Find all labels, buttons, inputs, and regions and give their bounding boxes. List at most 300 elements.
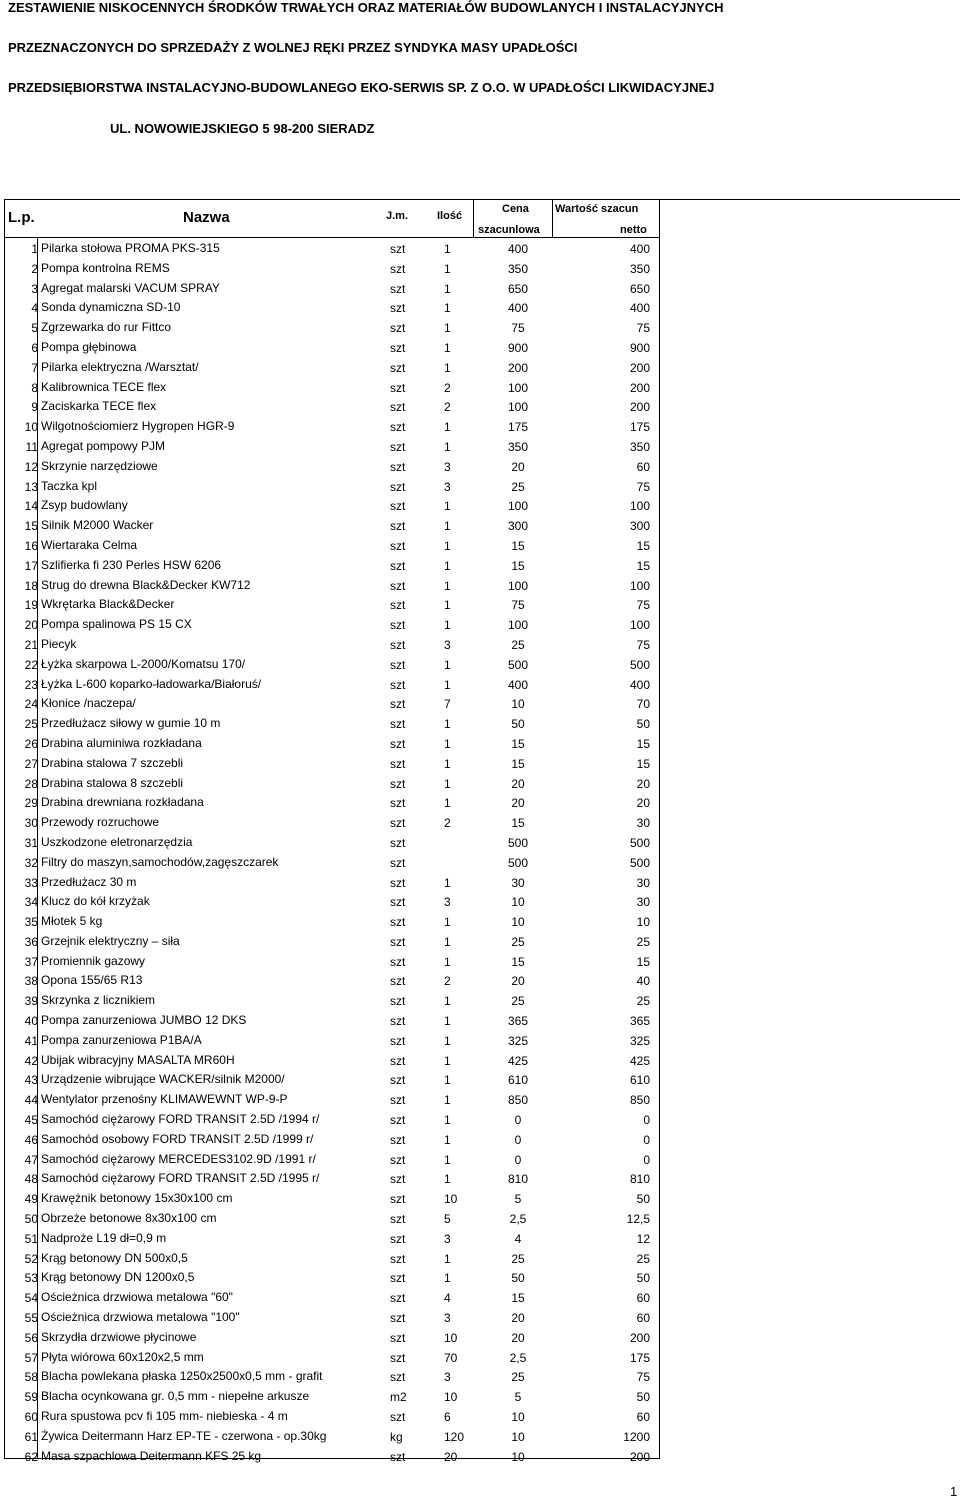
item-unit-price: 500: [507, 657, 529, 672]
item-quantity: 1: [444, 1251, 451, 1266]
item-total-value: 500: [629, 835, 650, 850]
row-number: 60: [24, 1410, 38, 1425]
item-quantity: 3: [444, 637, 451, 652]
item-unit: szt: [390, 519, 406, 534]
item-unit-price: 100: [507, 380, 529, 395]
item-quantity: 3: [444, 479, 451, 494]
item-name: Drabina stalowa 8 szczebli: [41, 775, 184, 790]
item-name: Płyta wiórowa 60x120x2,5 mm: [41, 1349, 204, 1364]
table-row: [4, 1287, 660, 1307]
item-unit: szt: [390, 242, 406, 256]
item-unit-price: 75: [511, 598, 525, 613]
row-number: 51: [24, 1231, 38, 1246]
item-unit: szt: [390, 717, 406, 732]
item-name: Szlifierka fi 230 Perles HSW 6206: [41, 557, 222, 572]
row-number: 62: [24, 1449, 38, 1464]
table-row: [4, 1168, 660, 1188]
row-number: 29: [24, 796, 38, 811]
item-name: Agregat pompowy PJM: [41, 438, 166, 453]
item-name: Drabina stalowa 7 szczebli: [41, 755, 184, 770]
item-name: Łyżka L-600 koparko-ładowarka/Białoruś/: [41, 676, 262, 691]
item-unit-price: 810: [507, 1172, 529, 1187]
item-quantity: 1: [444, 1172, 451, 1187]
row-number: 44: [24, 1093, 38, 1108]
row-number: 9: [31, 400, 38, 415]
table-row: [4, 476, 660, 496]
item-unit-price: 15: [511, 736, 525, 751]
item-unit: szt: [390, 934, 406, 949]
item-unit-price: 5: [514, 1192, 522, 1207]
item-unit: szt: [390, 360, 406, 375]
item-name: Pilarka stołowa PROMA PKS-315: [41, 241, 220, 255]
row-number: 10: [24, 420, 38, 435]
item-total-value: 100: [629, 578, 650, 593]
item-unit: szt: [390, 1410, 406, 1425]
item-unit: szt: [390, 558, 406, 573]
item-name: Uszkodzone eletronarzędzia: [41, 834, 193, 849]
item-name: Filtry do maszyn,samochodów,zagęszczarek: [41, 854, 279, 869]
item-name: Silnik M2000 Wacker: [41, 518, 154, 533]
item-total-value: 100: [629, 499, 650, 514]
table-row: [4, 515, 660, 535]
page-number: 1: [950, 1484, 958, 1499]
table-row: [4, 495, 660, 515]
item-total-value: 75: [636, 479, 650, 494]
row-number: 16: [24, 538, 38, 553]
item-unit-price: 50: [511, 1271, 525, 1286]
item-name: Drabina aluminiwa rozkładana: [41, 735, 202, 750]
item-total-value: 200: [629, 360, 650, 375]
row-number: 58: [24, 1370, 38, 1385]
item-unit: szt: [390, 420, 406, 435]
item-quantity: 4: [444, 1291, 451, 1306]
item-name: Opona 155/65 R13: [41, 973, 143, 988]
table-row: [4, 1030, 660, 1050]
row-number: 32: [24, 855, 38, 870]
item-unit-price: 10: [511, 1429, 525, 1444]
row-number: 50: [24, 1212, 38, 1227]
item-total-value: 400: [629, 677, 650, 692]
table-row: [4, 753, 660, 773]
item-name: Drabina drewniana rozkładana: [41, 795, 204, 810]
row-number: 35: [24, 915, 38, 930]
table-row: [4, 970, 660, 990]
table-row: [4, 634, 660, 654]
row-number: 23: [24, 677, 38, 692]
item-unit: szt: [390, 1271, 406, 1286]
item-total-value: 75: [636, 321, 650, 336]
table-row: [4, 1149, 660, 1169]
item-quantity: 1: [444, 538, 451, 553]
item-name: Masa szpachlowa Deitermann KFS 25 kg: [41, 1448, 262, 1463]
item-quantity: 1: [444, 261, 451, 276]
item-unit: szt: [390, 1449, 406, 1464]
item-total-value: 350: [629, 261, 650, 276]
item-unit: szt: [390, 895, 406, 910]
item-unit-price: 50: [511, 717, 525, 732]
row-number: 34: [24, 895, 38, 910]
item-quantity: 1: [444, 340, 451, 355]
item-unit: szt: [390, 598, 406, 613]
row-number: 45: [24, 1113, 38, 1128]
item-quantity: 1: [444, 360, 451, 375]
item-quantity: 2: [444, 380, 451, 395]
item-name: Skrzynie narzędziowe: [41, 458, 158, 473]
row-number: 33: [24, 875, 38, 890]
row-number: 15: [24, 519, 38, 534]
item-total-value: 75: [636, 637, 650, 652]
item-name: Blacha powlekana płaska 1250x2500x0,5 mm - grafit: [41, 1369, 323, 1384]
row-number: 27: [24, 756, 38, 771]
item-total-value: 50: [636, 717, 650, 732]
row-number: 38: [24, 974, 38, 989]
row-number: 11: [25, 439, 38, 454]
item-unit-price: 100: [507, 578, 529, 593]
item-name: Samochód ciężarowy FORD TRANSIT 2.5D /1994 r/: [41, 1112, 320, 1127]
row-number: 12: [24, 459, 38, 474]
item-quantity: 1: [444, 736, 451, 751]
row-number: 28: [24, 776, 38, 791]
item-unit: szt: [390, 1113, 406, 1128]
item-total-value: 15: [636, 954, 650, 969]
table-row: [4, 951, 660, 971]
table-row: [4, 1386, 660, 1406]
row-number: 43: [24, 1073, 38, 1088]
item-quantity: 3: [444, 459, 451, 474]
table-row: [4, 416, 660, 436]
item-unit-price: 10: [511, 1410, 525, 1425]
item-name: Agregat malarski VACUM SPRAY: [41, 280, 220, 295]
item-total-value: 850: [629, 1093, 650, 1108]
row-number: 6: [31, 340, 38, 355]
item-quantity: 1: [444, 1033, 451, 1048]
item-total-value: 350: [629, 439, 650, 454]
table-row: [4, 1406, 660, 1426]
item-total-value: 75: [636, 598, 650, 613]
item-unit: szt: [390, 1330, 406, 1345]
item-unit-price: 175: [507, 420, 529, 435]
item-total-value: 400: [629, 301, 650, 316]
document-address: UL. NOWOWIEJSKIEGO 5 98-200 SIERADZ: [110, 121, 375, 136]
item-total-value: 40: [636, 974, 650, 989]
item-unit-price: 325: [507, 1033, 529, 1048]
item-total-value: 400: [629, 242, 650, 256]
row-number: 25: [24, 717, 38, 732]
column-header-price-line2: szacunlowa: [478, 224, 540, 236]
item-quantity: 1: [444, 558, 451, 573]
item-quantity: 1: [444, 420, 451, 435]
item-quantity: 10: [444, 1192, 458, 1207]
row-number: 36: [24, 934, 38, 949]
table-row: [4, 812, 660, 832]
item-unit: szt: [390, 400, 406, 415]
table-row: [4, 1109, 660, 1129]
item-total-value: 70: [636, 697, 650, 712]
table-row: [4, 733, 660, 753]
item-unit-price: 20: [511, 796, 525, 811]
table-row: [4, 614, 660, 634]
item-quantity: 1: [444, 281, 451, 296]
item-quantity: 70: [444, 1350, 458, 1365]
row-number: 13: [24, 479, 38, 494]
row-number: 22: [24, 657, 38, 672]
row-number: 1: [31, 242, 38, 256]
item-name: Zaciskarka TECE flex: [41, 399, 157, 414]
item-name: Sonda dynamiczna SD-10: [41, 300, 181, 315]
column-divider-value: [552, 199, 553, 238]
table-row: [4, 337, 660, 357]
table-row: [4, 238, 660, 258]
row-number: 61: [24, 1429, 38, 1444]
item-unit-price: 200: [507, 360, 529, 375]
item-unit-price: 900: [507, 340, 529, 355]
item-unit: szt: [390, 796, 406, 811]
item-name: Łyżka skarpowa L-2000/Komatsu 170/: [41, 656, 246, 671]
item-unit: szt: [390, 499, 406, 514]
item-unit-price: 0: [514, 1132, 522, 1147]
row-number: 54: [24, 1291, 38, 1306]
item-total-value: 1200: [623, 1429, 650, 1444]
item-total-value: 15: [636, 736, 650, 751]
item-total-value: 50: [636, 1390, 650, 1405]
item-unit-price: 30: [511, 875, 525, 890]
item-unit: szt: [390, 1311, 406, 1326]
table-row: [4, 1366, 660, 1386]
item-unit-price: 100: [507, 499, 529, 514]
table-row: [4, 594, 660, 614]
item-total-value: 75: [636, 1370, 650, 1385]
item-unit-price: 365: [507, 1014, 529, 1029]
table-row: [4, 1069, 660, 1089]
item-total-value: 610: [629, 1073, 650, 1088]
table-row: [4, 792, 660, 812]
row-number: 4: [31, 301, 38, 316]
row-number: 5: [31, 321, 38, 336]
item-name: Blacha ocynkowana gr. 0,5 mm - niepełne arkusze: [41, 1389, 310, 1404]
item-name: Skrzynka z licznikiem: [41, 993, 156, 1008]
row-number: 8: [31, 380, 38, 395]
table-row: [4, 654, 660, 674]
item-quantity: 1: [444, 301, 451, 316]
item-total-value: 810: [629, 1172, 650, 1187]
row-number: 49: [24, 1192, 38, 1207]
item-unit: szt: [390, 1073, 406, 1088]
item-unit: szt: [390, 697, 406, 712]
item-unit-price: 100: [507, 618, 529, 633]
item-unit: szt: [390, 855, 406, 870]
item-unit: szt: [390, 776, 406, 791]
item-name: Zgrzewarka do rur Fittco: [41, 320, 172, 335]
row-number: 17: [24, 558, 38, 573]
table-body: [4, 238, 660, 1465]
item-quantity: 5: [444, 1212, 451, 1227]
row-number: 14: [24, 499, 38, 514]
table-row: [4, 891, 660, 911]
item-name: Nadproże L19 dł=0,9 m: [41, 1230, 167, 1245]
item-quantity: 1: [444, 1113, 451, 1128]
item-name: Samochód osobowy FORD TRANSIT 2.5D /1999 r/: [41, 1131, 314, 1146]
item-unit: szt: [390, 974, 406, 989]
item-unit-price: 25: [511, 479, 525, 494]
item-name: Ościeżnica drzwiowa metalowa "100": [41, 1310, 240, 1325]
item-unit: szt: [390, 618, 406, 633]
item-total-value: 500: [629, 657, 650, 672]
item-total-value: 300: [629, 519, 650, 534]
item-name: Samochód ciężarowy FORD TRANSIT 2.5D /1995 r/: [41, 1171, 320, 1186]
item-name: Pompa zanurzeniowa JUMBO 12 DKS: [41, 1013, 247, 1028]
item-name: Pompa głębinowa: [41, 339, 137, 354]
document-title-line-2: PRZEZNACZONYCH DO SPRZEDAŻY Z WOLNEJ RĘKI PRZEZ SYNDYKA MASY UPADŁOŚCI: [8, 40, 578, 55]
item-name: Wiertaraka Celma: [41, 537, 138, 552]
item-total-value: 200: [629, 1449, 650, 1464]
item-quantity: 1: [444, 519, 451, 534]
item-quantity: 1: [444, 915, 451, 930]
item-quantity: 1: [444, 1053, 451, 1068]
item-total-value: 30: [636, 895, 650, 910]
item-quantity: 1: [444, 439, 451, 454]
item-unit-price: 25: [511, 1370, 525, 1385]
item-name: Przewody rozruchowe: [41, 815, 160, 830]
item-unit-price: 20: [511, 1330, 525, 1345]
table-row: [4, 1327, 660, 1347]
item-name: Obrzeże betonowe 8x30x100 cm: [41, 1211, 217, 1226]
item-unit-price: 650: [507, 281, 529, 296]
row-number: 2: [31, 261, 38, 276]
table-row: [4, 317, 660, 337]
item-total-value: 60: [636, 1291, 650, 1306]
item-total-value: 30: [636, 816, 650, 831]
item-unit-price: 5: [514, 1390, 522, 1405]
row-number: 30: [24, 816, 38, 831]
item-unit: szt: [390, 479, 406, 494]
item-unit: szt: [390, 439, 406, 454]
row-number: 37: [24, 954, 38, 969]
item-unit-price: 10: [511, 1449, 525, 1464]
item-total-value: 15: [636, 538, 650, 553]
item-unit: szt: [390, 321, 406, 336]
item-unit-price: 850: [507, 1093, 529, 1108]
item-total-value: 20: [636, 796, 650, 811]
item-quantity: 2: [444, 400, 451, 415]
item-total-value: 200: [629, 400, 650, 415]
row-number: 21: [24, 637, 38, 652]
item-quantity: 6: [444, 1410, 451, 1425]
row-number: 47: [24, 1152, 38, 1167]
item-name: Rura spustowa pcv fi 105 mm- niebieska - 4 m: [41, 1409, 288, 1424]
table-row: [4, 396, 660, 416]
item-name: Młotek 5 kg: [41, 914, 103, 929]
item-total-value: 25: [636, 934, 650, 949]
item-name: Zsyp budowlany: [41, 498, 128, 513]
item-unit: szt: [390, 1212, 406, 1227]
row-number: 42: [24, 1053, 38, 1068]
item-quantity: 1: [444, 1014, 451, 1029]
document-title-line-3: PRZEDSIĘBIORSTWA INSTALACYJNO-BUDOWLANEGO EKO-SERWIS SP. Z O.O. W UPADŁOŚCI LIKWIDACYJNEJ: [8, 80, 715, 95]
item-unit: szt: [390, 816, 406, 831]
table-row: [4, 1188, 660, 1208]
item-unit: szt: [390, 1251, 406, 1266]
table-row: [4, 1307, 660, 1327]
row-number: 52: [24, 1251, 38, 1266]
table-row: [4, 1446, 660, 1466]
item-unit-price: 0: [514, 1113, 522, 1128]
item-quantity: 1: [444, 717, 451, 732]
item-name: Wilgotnościomierz Hygropen HGR-9: [41, 419, 235, 434]
item-unit: szt: [390, 281, 406, 296]
item-total-value: 25: [636, 994, 650, 1009]
item-name: Grzejnik elektryczny – siła: [41, 933, 180, 948]
item-unit: szt: [390, 875, 406, 890]
item-total-value: 12: [636, 1231, 650, 1246]
item-name: Promiennik gazowy: [41, 953, 146, 968]
item-unit: szt: [390, 1014, 406, 1029]
item-total-value: 200: [629, 1330, 650, 1345]
table-row: [4, 773, 660, 793]
item-unit-price: 300: [507, 519, 529, 534]
item-quantity: 1: [444, 618, 451, 633]
item-unit: szt: [390, 301, 406, 316]
item-quantity: 1: [444, 776, 451, 791]
table-row: [4, 872, 660, 892]
item-unit-price: 15: [511, 558, 525, 573]
item-unit: szt: [390, 736, 406, 751]
column-divider-price: [473, 199, 474, 238]
item-unit-price: 425: [507, 1053, 529, 1068]
item-total-value: 0: [643, 1132, 650, 1147]
item-total-value: 900: [629, 340, 650, 355]
item-quantity: 1: [444, 756, 451, 771]
table-row: [4, 575, 660, 595]
item-quantity: 2: [444, 974, 451, 989]
item-unit: szt: [390, 1132, 406, 1147]
item-quantity: 1: [444, 321, 451, 336]
item-unit: szt: [390, 1350, 406, 1365]
item-unit: szt: [390, 1291, 406, 1306]
table-row: [4, 1208, 660, 1228]
item-total-value: 15: [636, 756, 650, 771]
item-unit: szt: [390, 657, 406, 672]
item-name: Pompa zanurzeniowa P1BA/A: [41, 1032, 202, 1047]
item-name: Wentylator przenośny KLIMAWEWNT WP-9-P: [41, 1092, 288, 1107]
item-unit-price: 350: [507, 439, 529, 454]
item-unit-price: 100: [507, 400, 529, 415]
item-unit: szt: [390, 459, 406, 474]
item-name: Piecyk: [41, 636, 77, 651]
item-total-value: 30: [636, 875, 650, 890]
item-name: Strug do drewna Black&Decker KW712: [41, 577, 251, 592]
table-row: [4, 990, 660, 1010]
item-total-value: 425: [629, 1053, 650, 1068]
row-number: 41: [24, 1033, 38, 1048]
item-unit-price: 15: [511, 954, 525, 969]
item-unit: szt: [390, 994, 406, 1009]
table-row: [4, 693, 660, 713]
table-row: [4, 832, 660, 852]
row-number: 57: [24, 1350, 38, 1365]
table-row: [4, 674, 660, 694]
item-total-value: 0: [643, 1152, 650, 1167]
table-row: [4, 1248, 660, 1268]
item-quantity: 3: [444, 895, 451, 910]
item-unit-price: 0: [514, 1152, 522, 1167]
document-title-line-1: ZESTAWIENIE NISKOCENNYCH ŚRODKÓW TRWAŁYCH ORAZ MATERIAŁÓW BUDOWLANYCH I INSTALACYJNYCH: [8, 0, 724, 15]
item-total-value: 10: [636, 915, 650, 930]
item-unit-price: 610: [507, 1073, 529, 1088]
item-unit-price: 15: [511, 816, 525, 831]
item-quantity: 1: [444, 242, 451, 256]
item-total-value: 365: [629, 1014, 650, 1029]
table-row: [4, 1228, 660, 1248]
